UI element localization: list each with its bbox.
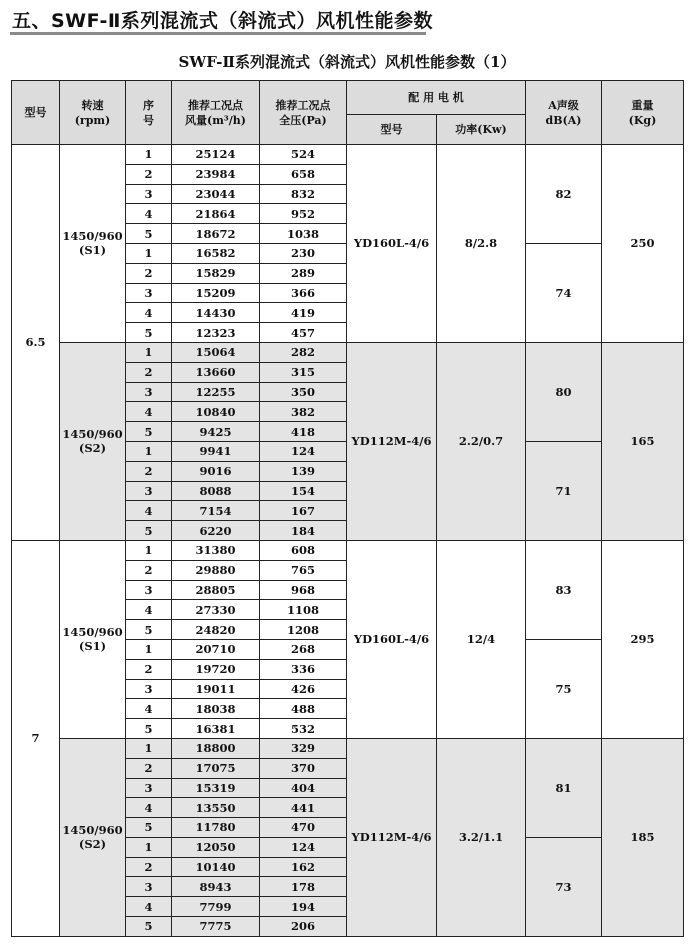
pressure-cell: 952 [260,204,347,224]
seq-cell: 5 [126,818,172,838]
flow-cell: 7799 [172,897,260,917]
pressure-cell: 370 [260,758,347,778]
seq-cell: 4 [126,204,172,224]
noise-cell: 82 [526,145,602,244]
section-title-underline [10,32,426,35]
seq-cell: 1 [126,639,172,659]
model-cell: 7 [12,540,60,936]
seq-cell: 4 [126,798,172,818]
flow-cell: 16381 [172,719,260,739]
seq-cell: 1 [126,243,172,263]
seq-cell: 3 [126,382,172,402]
pressure-cell: 404 [260,778,347,798]
table-body [12,145,684,937]
speed-code: (S1) [78,639,107,654]
pressure-cell: 765 [260,560,347,580]
flow-cell: 9941 [172,441,260,461]
flow-cell: 19720 [172,659,260,679]
header-flow: 推荐工况点 风量(m³/h) [172,81,260,145]
flow-cell: 24820 [172,620,260,640]
pressure-cell: 162 [260,857,347,877]
pressure-cell: 968 [260,580,347,600]
flow-cell: 16582 [172,243,260,263]
pressure-cell: 289 [260,263,347,283]
seq-cell: 1 [126,441,172,461]
motor-power-cell: 2.2/0.7 [437,342,526,540]
speed-code: (S1) [78,243,107,258]
flow-cell: 12323 [172,323,260,343]
seq-cell: 2 [126,560,172,580]
flow-cell: 10140 [172,857,260,877]
pressure-cell: 350 [260,382,347,402]
pressure-cell: 457 [260,323,347,343]
flow-cell: 20710 [172,639,260,659]
flow-cell: 27330 [172,600,260,620]
pressure-cell: 329 [260,738,347,758]
pressure-cell: 268 [260,639,347,659]
flow-cell: 8088 [172,481,260,501]
flow-cell: 6220 [172,521,260,541]
seq-cell: 1 [126,145,172,165]
flow-cell: 12255 [172,382,260,402]
flow-cell: 14430 [172,303,260,323]
weight-cell: 165 [602,342,684,540]
seq-cell: 4 [126,600,172,620]
motor-model-cell: YD112M-4/6 [347,342,437,540]
seq-cell: 2 [126,659,172,679]
speed-cell [60,738,126,936]
header-pressure: 推荐工况点 全压(Pa) [260,81,347,145]
header-seq: 序 号 [126,81,172,145]
flow-cell: 25124 [172,145,260,165]
performance-table [11,80,684,937]
table-row [12,540,684,560]
seq-cell: 5 [126,620,172,640]
seq-cell: 2 [126,857,172,877]
speed-value: 1450/960 [62,229,123,244]
pressure-cell: 1208 [260,620,347,640]
flow-cell: 29880 [172,560,260,580]
seq-cell: 1 [126,540,172,560]
pressure-cell: 382 [260,402,347,422]
speed-code: (S2) [78,441,107,456]
table-row [12,145,684,165]
header-noise: A声级 dB(A) [526,81,602,145]
pressure-cell: 470 [260,818,347,838]
seq-cell: 4 [126,303,172,323]
pressure-cell: 419 [260,303,347,323]
header-model: 型号 [12,81,60,145]
seq-cell: 4 [126,897,172,917]
pressure-cell: 139 [260,461,347,481]
pressure-cell: 315 [260,362,347,382]
motor-power-cell: 12/4 [437,540,526,738]
table-row [12,738,684,758]
flow-cell: 23984 [172,164,260,184]
flow-cell: 18038 [172,699,260,719]
weight-cell: 185 [602,738,684,936]
header-motor-power: 功率(Kw) [437,115,526,145]
seq-cell: 4 [126,501,172,521]
seq-cell: 3 [126,481,172,501]
seq-cell: 3 [126,778,172,798]
header-speed: 转速 (rpm) [60,81,126,145]
pressure-cell: 194 [260,897,347,917]
pressure-cell: 488 [260,699,347,719]
pressure-cell: 608 [260,540,347,560]
seq-cell: 2 [126,263,172,283]
pressure-cell: 832 [260,184,347,204]
pressure-cell: 441 [260,798,347,818]
flow-cell: 19011 [172,679,260,699]
flow-cell: 18672 [172,224,260,244]
flow-cell: 8943 [172,877,260,897]
flow-cell: 23044 [172,184,260,204]
pressure-cell: 1038 [260,224,347,244]
noise-cell: 75 [526,639,602,738]
pressure-cell: 336 [260,659,347,679]
flow-cell: 15829 [172,263,260,283]
seq-cell: 4 [126,402,172,422]
seq-cell: 2 [126,758,172,778]
motor-model-cell: YD112M-4/6 [347,738,437,936]
pressure-cell: 418 [260,422,347,442]
seq-cell: 1 [126,738,172,758]
flow-cell: 15209 [172,283,260,303]
speed-value: 1450/960 [62,823,123,838]
noise-cell: 71 [526,441,602,540]
seq-cell: 5 [126,521,172,541]
header-motor: 配 用 电 机 [347,81,526,115]
pressure-cell: 206 [260,917,347,937]
seq-cell: 1 [126,342,172,362]
seq-cell: 3 [126,283,172,303]
speed-cell [60,145,126,343]
pressure-cell: 366 [260,283,347,303]
pressure-cell: 178 [260,877,347,897]
seq-cell: 3 [126,877,172,897]
motor-power-cell: 8/2.8 [437,145,526,343]
noise-cell: 74 [526,243,602,342]
pressure-cell: 282 [260,342,347,362]
motor-model-cell: YD160L-4/6 [347,145,437,343]
model-cell: 6.5 [12,145,60,541]
flow-cell: 17075 [172,758,260,778]
pressure-cell: 1108 [260,600,347,620]
pressure-cell: 184 [260,521,347,541]
flow-cell: 10840 [172,402,260,422]
flow-cell: 7154 [172,501,260,521]
flow-cell: 15064 [172,342,260,362]
flow-cell: 13660 [172,362,260,382]
flow-cell: 15319 [172,778,260,798]
seq-cell: 2 [126,362,172,382]
seq-cell: 5 [126,422,172,442]
pressure-cell: 524 [260,145,347,165]
flow-cell: 12050 [172,837,260,857]
speed-value: 1450/960 [62,427,123,442]
flow-cell: 31380 [172,540,260,560]
pressure-cell: 124 [260,441,347,461]
flow-cell: 18800 [172,738,260,758]
speed-cell [60,540,126,738]
motor-power-cell: 3.2/1.1 [437,738,526,936]
pressure-cell: 532 [260,719,347,739]
pressure-cell: 426 [260,679,347,699]
pressure-cell: 230 [260,243,347,263]
flow-cell: 9016 [172,461,260,481]
header-weight: 重量 (Kg) [602,81,684,145]
seq-cell: 5 [126,917,172,937]
speed-code: (S2) [78,837,107,852]
flow-cell: 13550 [172,798,260,818]
seq-cell: 5 [126,323,172,343]
pressure-cell: 124 [260,837,347,857]
noise-cell: 81 [526,738,602,837]
pressure-cell: 658 [260,164,347,184]
pressure-cell: 167 [260,501,347,521]
seq-cell: 2 [126,164,172,184]
section-title: 五、SWF-Ⅱ系列混流式（斜流式）风机性能参数 [12,10,433,32]
table-title: SWF-Ⅱ系列混流式（斜流式）风机性能参数（1） [178,53,516,71]
motor-model-cell: YD160L-4/6 [347,540,437,738]
seq-cell: 2 [126,461,172,481]
noise-cell: 73 [526,837,602,936]
seq-cell: 4 [126,699,172,719]
noise-cell: 80 [526,342,602,441]
noise-cell: 83 [526,540,602,639]
flow-cell: 9425 [172,422,260,442]
weight-cell: 295 [602,540,684,738]
speed-cell [60,342,126,540]
seq-cell: 3 [126,580,172,600]
speed-value: 1450/960 [62,625,123,640]
flow-cell: 21864 [172,204,260,224]
flow-cell: 11780 [172,818,260,838]
weight-cell: 250 [602,145,684,343]
seq-cell: 5 [126,224,172,244]
seq-cell: 1 [126,837,172,857]
flow-cell: 28805 [172,580,260,600]
seq-cell: 3 [126,679,172,699]
seq-cell: 5 [126,719,172,739]
seq-cell: 3 [126,184,172,204]
table-row [12,342,684,362]
flow-cell: 7775 [172,917,260,937]
header-motor-model: 型号 [347,115,437,145]
pressure-cell: 154 [260,481,347,501]
